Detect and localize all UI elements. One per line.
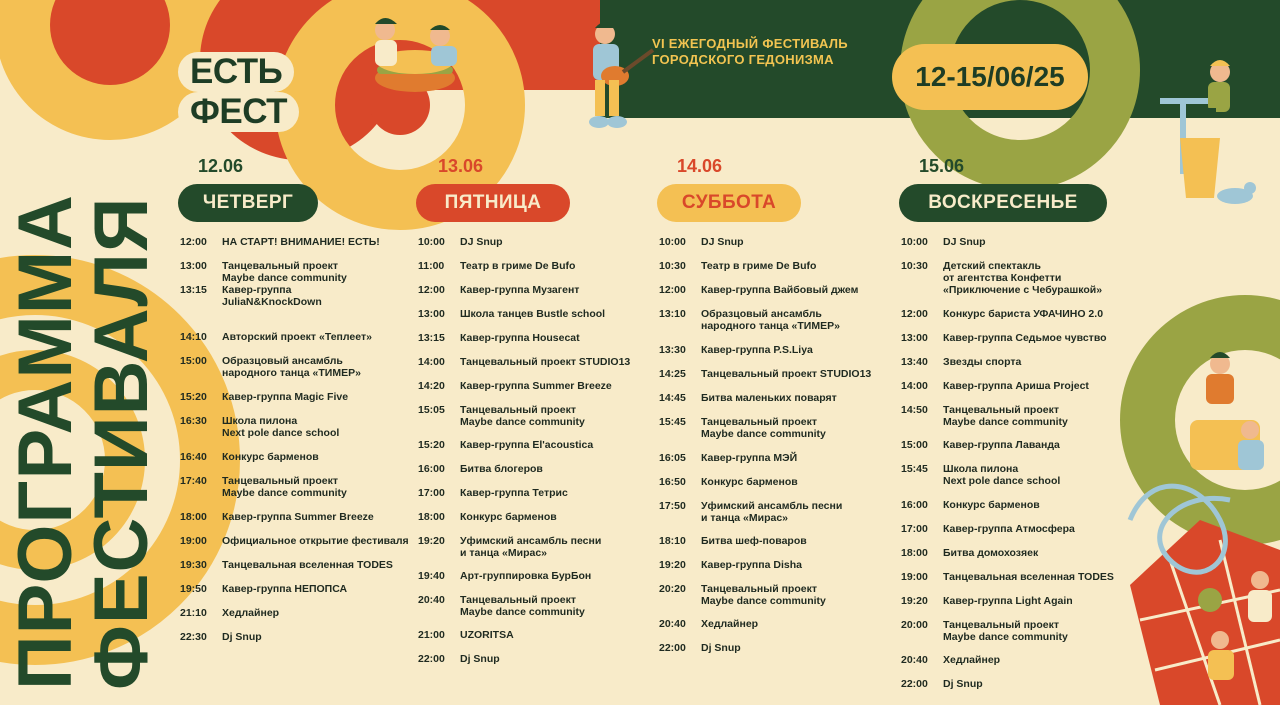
event-title: Кавер-группа Summer Breeze [222, 511, 374, 523]
event-title: DJ Snup [460, 236, 503, 248]
event-row [418, 439, 654, 451]
event-title: Театр в гриме De Bufo [460, 260, 576, 272]
event-time: 19:00 [901, 571, 928, 583]
event-time: 17:00 [901, 523, 928, 535]
day-name-pill: ПЯТНИЦА [416, 184, 570, 222]
burger-couple-illustration [345, 18, 475, 98]
event-row [659, 416, 895, 440]
event-time: 12:00 [901, 308, 928, 320]
event-title: Битва блогеров [460, 463, 543, 475]
event-row [659, 392, 895, 404]
event-time: 17:00 [418, 487, 445, 499]
event-title: Конкурс барменов [460, 511, 557, 523]
event-row [180, 260, 416, 284]
event-row [180, 559, 416, 571]
event-time: 14:45 [659, 392, 686, 404]
event-title: Кавер-группа Тетрис [460, 487, 568, 499]
event-title: Официальное открытие фестиваля [222, 535, 409, 547]
event-row [901, 380, 1137, 392]
event-time: 10:00 [418, 236, 445, 248]
event-row [901, 654, 1137, 666]
event-time: 10:00 [659, 236, 686, 248]
subtitle-line1: VI ЕЖЕГОДНЫЙ ФЕСТИВАЛЬ [652, 36, 848, 51]
day-column-saturday [657, 156, 897, 654]
event-row [180, 391, 416, 403]
sitting-person-with-dog-illustration [1150, 58, 1280, 218]
event-row [901, 547, 1137, 559]
event-time: 16:00 [418, 463, 445, 475]
program-title-line2: ФЕСТИВАЛЯ [79, 196, 164, 690]
event-time: 10:00 [901, 236, 928, 248]
event-title: Конкурс барменов [701, 476, 798, 488]
event-row [901, 404, 1137, 428]
event-row [659, 344, 895, 356]
event-title: Кавер-группа El'acoustica [460, 439, 594, 451]
event-row [180, 236, 416, 248]
event-time: 19:00 [180, 535, 207, 547]
event-title: Конкурс барменов [222, 451, 319, 463]
event-row [180, 284, 416, 308]
event-row [659, 642, 895, 654]
festival-subtitle [652, 36, 848, 68]
event-row [418, 308, 654, 320]
event-title: Школа пилона Next pole dance school [222, 415, 340, 439]
event-title: Образцовый ансамбль народного танца «ТИМЕР» [222, 355, 361, 379]
guitarist-illustration [575, 20, 655, 132]
event-time: 14:00 [901, 380, 928, 392]
event-row [418, 380, 654, 392]
event-row [901, 439, 1137, 451]
program-title-line1: ПРОГРАММА [3, 194, 88, 690]
day-name-pill: ЧЕТВЕРГ [178, 184, 318, 222]
event-title: Конкурс барменов [943, 499, 1040, 511]
event-time: 16:30 [180, 415, 207, 427]
event-row [659, 260, 895, 272]
event-row [418, 487, 654, 499]
event-row [901, 356, 1137, 368]
event-row [418, 356, 654, 368]
event-time: 19:20 [418, 535, 445, 547]
event-row [901, 619, 1137, 643]
event-row [659, 308, 895, 332]
event-time: 19:20 [901, 595, 928, 607]
event-title: Кавер-группа Housecat [460, 332, 580, 344]
event-time: 13:00 [901, 332, 928, 344]
event-title: Кавер-группа НЕПОПСА [222, 583, 348, 595]
event-time: 12:00 [180, 236, 207, 248]
event-row [659, 559, 895, 571]
event-time: 15:00 [901, 439, 928, 451]
event-title: Танцевальная вселенная TODES [222, 559, 393, 571]
event-time: 14:10 [180, 331, 207, 343]
program-title [3, 194, 164, 690]
event-title: Танцевальный проект Maybe dance community [701, 583, 826, 607]
event-row [901, 595, 1137, 607]
event-time: 13:40 [901, 356, 928, 368]
event-title: Театр в гриме De Bufo [701, 260, 817, 272]
event-title: Образцовый ансамбль народного танца «ТИМЕР» [701, 308, 840, 332]
day-date: 13.06 [438, 156, 484, 176]
event-time: 16:00 [901, 499, 928, 511]
event-time: 15:45 [901, 463, 928, 475]
event-time: 16:40 [180, 451, 207, 463]
event-title: Танцевальный проект Maybe dance community [460, 594, 585, 618]
event-title: Dj Snup [222, 631, 262, 643]
event-time: 19:50 [180, 583, 207, 595]
event-row [180, 475, 416, 499]
event-time: 16:50 [659, 476, 686, 488]
event-time: 14:25 [659, 368, 686, 380]
event-title: Танцевальный проект Maybe dance community [943, 404, 1068, 428]
event-row [418, 463, 654, 475]
event-row [180, 511, 416, 523]
event-row [901, 678, 1137, 690]
event-row [901, 308, 1137, 320]
event-time: 12:00 [418, 284, 445, 296]
event-time: 16:05 [659, 452, 686, 464]
event-title: Dj Snup [943, 678, 983, 690]
event-row [180, 631, 416, 643]
event-title: Кавер-группа Ариша Project [943, 380, 1089, 392]
event-time: 20:40 [418, 594, 445, 606]
event-title: Кавер-группа Седьмое чувство [943, 332, 1107, 344]
event-title: Школа танцев Bustle school [460, 308, 606, 320]
event-row [659, 452, 895, 464]
event-title: Хедлайнер [222, 607, 280, 619]
event-title: Кавер-группа Музагент [460, 284, 580, 296]
event-title: Танцевальный проект STUDIO13 [701, 368, 872, 380]
event-time: 18:00 [901, 547, 928, 559]
event-title: DJ Snup [943, 236, 986, 248]
event-title: Танцевальный проект Maybe dance community [701, 416, 826, 440]
event-row [659, 535, 895, 547]
event-row [418, 284, 654, 296]
event-title: Кавер-группа Magic Five [222, 391, 349, 403]
event-title: Арт-группировка БурБон [460, 570, 592, 582]
people-group-illustration [1190, 350, 1280, 490]
event-time: 15:20 [418, 439, 445, 451]
event-title: Танцевальный проект STUDIO13 [460, 356, 631, 368]
festival-dates-badge: 12-15/06/25 [892, 44, 1088, 110]
event-time: 21:10 [180, 607, 207, 619]
event-time: 14:00 [418, 356, 445, 368]
event-time: 13:15 [180, 284, 207, 296]
event-title: Танцевальный проект Maybe dance community [222, 475, 347, 499]
event-title: Кавер-группа Disha [701, 559, 802, 571]
event-time: 13:30 [659, 344, 686, 356]
event-title: Уфимский ансамбль песни и танца «Мирас» [460, 535, 602, 559]
event-title: Dj Snup [701, 642, 741, 654]
event-time: 18:10 [659, 535, 686, 547]
event-time: 13:10 [659, 308, 686, 320]
event-row [418, 260, 654, 272]
event-time: 20:20 [659, 583, 686, 595]
event-title: Танцевальный проект Maybe dance community [460, 404, 585, 428]
logo-line2: ФЕСТ [178, 92, 299, 132]
event-row [901, 571, 1137, 583]
event-row [180, 607, 416, 619]
event-time: 10:30 [659, 260, 686, 272]
event-row [418, 511, 654, 523]
event-time: 22:00 [659, 642, 686, 654]
event-title: Кавер-группа Атмосфера [943, 523, 1075, 535]
event-title: Танцевальный проект Maybe dance community [222, 260, 347, 284]
event-row [418, 236, 654, 248]
event-row [901, 260, 1137, 296]
event-time: 20:40 [901, 654, 928, 666]
event-row [180, 535, 416, 547]
event-row [180, 331, 416, 343]
event-time: 20:00 [901, 619, 928, 631]
event-row [180, 583, 416, 595]
event-time: 19:30 [180, 559, 207, 571]
event-title: Конкурс бариста УФАЧИНО 2.0 [943, 308, 1104, 320]
event-row [180, 355, 416, 379]
day-column-sunday [899, 156, 1139, 690]
event-title: Битва маленьких поварят [701, 392, 837, 404]
event-row [418, 594, 654, 618]
event-time: 15:20 [180, 391, 207, 403]
event-title: Кавер-группа Лаванда [943, 439, 1060, 451]
event-title: Школа пилона Next pole dance school [943, 463, 1061, 487]
event-time: 13:00 [418, 308, 445, 320]
event-time: 18:00 [180, 511, 207, 523]
event-title: Кавер-группа P.S.Liya [701, 344, 813, 356]
event-time: 13:15 [418, 332, 445, 344]
event-title: Кавер-группа JuliaN&KnockDown [222, 284, 322, 308]
event-title: Кавер-группа Summer Breeze [460, 380, 612, 392]
event-title: Кавер-группа Light Again [943, 595, 1073, 607]
event-row [901, 523, 1137, 535]
event-row [418, 535, 654, 559]
event-row [418, 653, 654, 665]
event-time: 17:50 [659, 500, 686, 512]
event-title: Битва шеф-поваров [701, 535, 807, 547]
event-row [659, 500, 895, 524]
event-title: НА СТАРТ! ВНИМАНИЕ! ЕСТЬ! [222, 236, 380, 248]
event-title: Танцевальный проект Maybe dance community [943, 619, 1068, 643]
event-title: Авторский проект «Теплеет» [222, 331, 372, 343]
event-row [901, 499, 1137, 511]
event-time: 21:00 [418, 629, 445, 641]
event-row [901, 463, 1137, 487]
event-time: 19:40 [418, 570, 445, 582]
event-row [180, 415, 416, 439]
event-title: Звезды спорта [943, 356, 1022, 368]
event-time: 13:00 [180, 260, 207, 272]
event-title: Битва домохозяек [943, 547, 1039, 559]
event-time: 22:30 [180, 631, 207, 643]
day-name-pill: СУББОТА [657, 184, 801, 222]
event-row [659, 583, 895, 607]
event-time: 18:00 [418, 511, 445, 523]
event-time: 15:05 [418, 404, 445, 416]
event-title: Уфимский ансамбль песни и танца «Мирас» [701, 500, 843, 524]
event-row [659, 284, 895, 296]
event-title: Кавер-группа Вайбовый джем [701, 284, 859, 296]
event-row [659, 476, 895, 488]
day-name-pill: ВОСКРЕСЕНЬЕ [899, 184, 1107, 222]
event-row [418, 629, 654, 641]
event-row [418, 404, 654, 428]
event-time: 14:50 [901, 404, 928, 416]
event-row [901, 236, 1137, 248]
event-title: UZORITSA [460, 629, 514, 641]
event-row [659, 236, 895, 248]
festival-logo [178, 52, 299, 132]
day-date: 12.06 [198, 156, 244, 176]
event-time: 17:40 [180, 475, 207, 487]
event-title: Хедлайнер [701, 618, 759, 630]
event-time: 20:40 [659, 618, 686, 630]
event-title: DJ Snup [701, 236, 744, 248]
event-time: 12:00 [659, 284, 686, 296]
event-row [659, 618, 895, 630]
event-time: 14:20 [418, 380, 445, 392]
event-row [418, 332, 654, 344]
day-date: 14.06 [677, 156, 723, 176]
event-title: Dj Snup [460, 653, 500, 665]
event-time: 15:00 [180, 355, 207, 367]
logo-line1: ЕСТЬ [178, 52, 294, 92]
event-row [901, 332, 1137, 344]
event-row [180, 451, 416, 463]
day-date: 15.06 [919, 156, 965, 176]
event-title: Хедлайнер [943, 654, 1001, 666]
event-time: 22:00 [418, 653, 445, 665]
event-title: Кавер-группа МЭЙ [701, 452, 798, 464]
event-time: 11:00 [418, 260, 445, 272]
subtitle-line2: ГОРОДСКОГО ГЕДОНИЗМА [652, 52, 834, 67]
event-time: 19:20 [659, 559, 686, 571]
day-column-thursday [178, 156, 418, 643]
event-time: 15:45 [659, 416, 686, 428]
event-time: 10:30 [901, 260, 928, 272]
event-row [659, 368, 895, 380]
event-row [418, 570, 654, 582]
picnic-people-illustration [1190, 560, 1280, 690]
event-title: Детский спектакль от агентства Конфетти «Приключение с Чебурашкой» [943, 260, 1103, 296]
day-column-friday [416, 156, 656, 665]
event-time: 22:00 [901, 678, 928, 690]
event-title: Танцевальная вселенная TODES [943, 571, 1114, 583]
